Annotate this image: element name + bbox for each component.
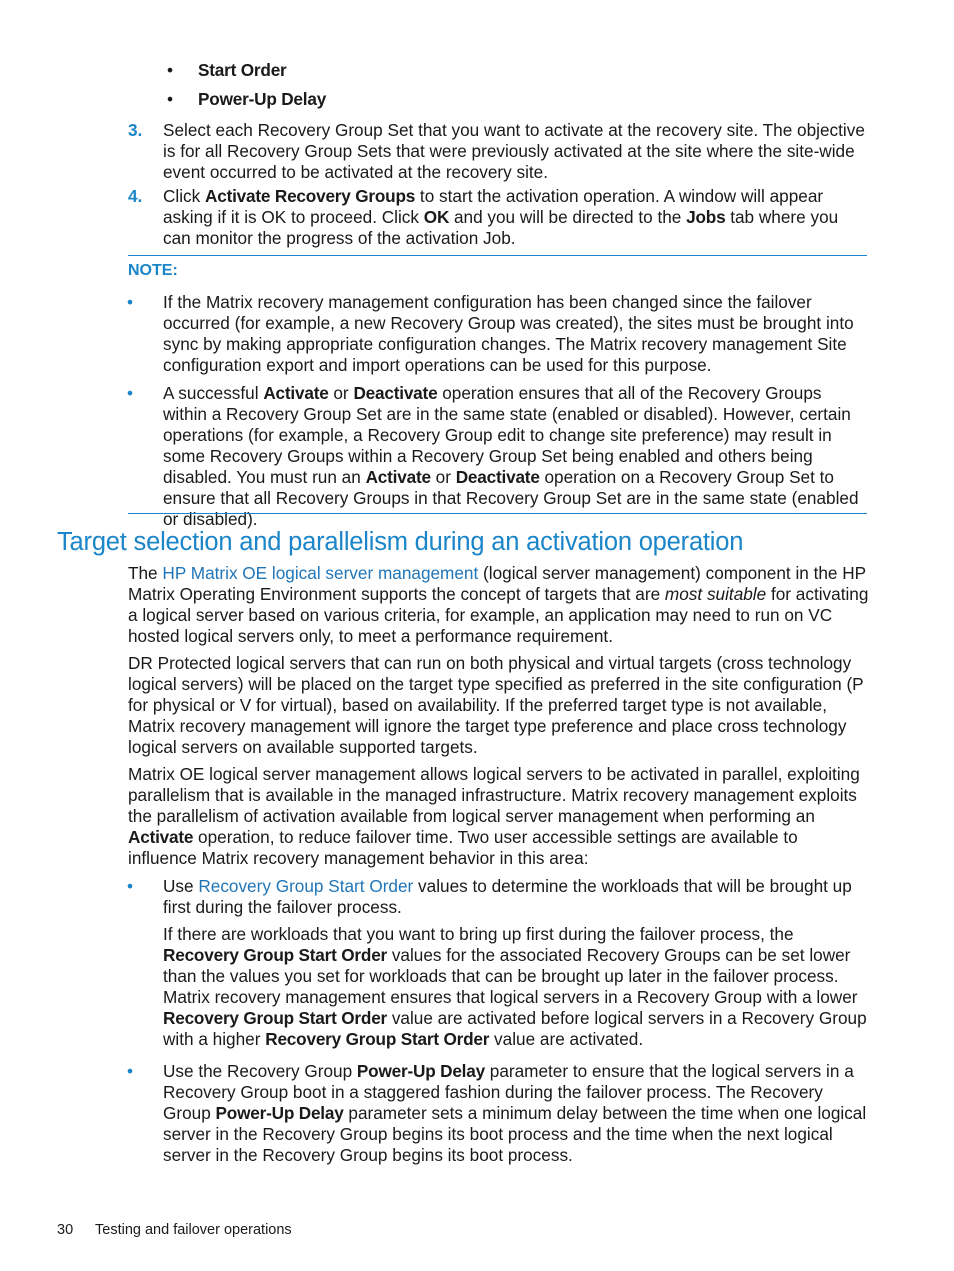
sub-bullet-list <box>163 60 326 118</box>
bullet-icon: • <box>127 383 134 403</box>
paragraph-text: (logical server management) component in the HP Matrix Operating Environment supports the concept of targets that are <box>128 563 866 604</box>
bullet-icon: • <box>127 1061 134 1081</box>
paragraph-2 <box>128 653 870 758</box>
step-number: 3. <box>128 120 143 140</box>
activate-recovery-groups-label: Activate Recovery Groups <box>205 186 416 206</box>
bullet-text: parameter to ensure that the logical servers in a Recovery Group boot in a staggered fashion during the failover process. The Recovery Group <box>163 1061 854 1123</box>
note-bottom-rule <box>128 513 867 514</box>
bullet-text: If there are workloads that you want to bring up first during the failover process, the <box>163 924 794 944</box>
paragraph-text: Matrix OE logical server management allows logical servers to be activated in parallel, exploiting parallelism that is available in the managed infrastructure. Matrix recovery management exploits the parallelism of activation available from logical server management when performing an <box>128 764 860 826</box>
activate-label: Activate <box>128 827 194 847</box>
note-bullet-text: or <box>328 383 354 403</box>
section-bullet-1-detail <box>163 924 869 1050</box>
bullet-icon: • <box>127 876 134 896</box>
chapter-title: Testing and failover operations <box>95 1222 292 1238</box>
sub-bullet-label: Start Order <box>198 60 287 80</box>
bullet-icon: • <box>167 89 174 109</box>
emphasis-text: most suitable <box>664 584 767 604</box>
bullet-text: value are activated. <box>489 1029 644 1049</box>
note-bullet-1 <box>127 292 869 376</box>
deactivate-label: Deactivate <box>353 383 438 403</box>
sub-bullet-item <box>163 89 326 118</box>
note-bullet-text: A successful <box>163 383 264 403</box>
bullet-text: values for the associated Recovery Groups can be set lower than the values you set for workloads that can be brought up later in the failover process. Matrix recovery management ensures that logical servers in a Recovery Group with a lower <box>163 945 858 1007</box>
bullet-icon: • <box>127 292 134 312</box>
step-text: Click <box>163 186 206 206</box>
start-order-label: Recovery Group Start Order <box>265 1029 490 1049</box>
note-heading: NOTE: <box>128 262 178 279</box>
power-up-delay-label: Power-Up Delay <box>215 1103 344 1123</box>
section-heading: Target selection and parallelism during an activation operation <box>57 528 744 556</box>
bullet-text: value are activated before logical servers in a Recovery Group with a higher <box>163 1008 867 1049</box>
activate-label: Activate <box>263 383 329 403</box>
section-bullet-2 <box>127 1061 869 1166</box>
note-bullet-2 <box>127 383 869 530</box>
logical-server-management-link[interactable]: HP Matrix OE logical server management <box>162 563 479 583</box>
page-footer <box>57 1222 292 1238</box>
step-number: 4. <box>128 186 143 206</box>
ok-label: OK <box>423 207 450 227</box>
start-order-label: Recovery Group Start Order <box>163 1008 388 1028</box>
note-bullet-text: If the Matrix recovery management configuration has been changed since the failover occurred (for example, a new Recovery Group was created), the sites must be brought into sync by making appropriate configuration changes. The Matrix recovery management Site configuration export and import operations can be used for this purpose. <box>163 292 854 375</box>
section-bullet-1 <box>127 876 869 918</box>
bullet-text: values to determine the workloads that will be brought up first during the failover process. <box>163 876 852 917</box>
bullet-icon: • <box>167 60 174 80</box>
paragraph-text: DR Protected logical servers that can run on both physical and virtual targets (cross technology logical servers) will be placed on the target type specified as preferred in the site configuration (P for physical or V for virtual), based on availability. If the preferred target type is not available, Matrix recovery management will ignore the target type preference and place cross technology logical servers on available supported targets. <box>128 653 864 757</box>
step-text: to start the activation operation. A window will appear asking if it is OK to proceed. Click <box>163 186 824 227</box>
note-top-rule <box>128 255 867 256</box>
note-bullet-text: operation ensures that all of the Recovery Groups within a Recovery Group Set are in the same state (enabled or disabled). However, certain operations (for example, a Recovery Group edit to change site preference) may result in some Recovery Groups within a Recovery Group Set being enabled and others being disabled. You must run an <box>163 383 851 487</box>
note-bullet-text: or <box>430 467 456 487</box>
paragraph-text: The <box>128 563 163 583</box>
note-bullet-text: operation on a Recovery Group Set to ensure that all Recovery Groups in that Recovery Group Set are in the same state (enabled or disabled). <box>163 467 859 529</box>
start-order-label: Recovery Group Start Order <box>163 945 388 965</box>
paragraph-3 <box>128 764 870 869</box>
paragraph-1 <box>128 563 870 647</box>
bullet-text: parameter sets a minimum delay between the time when one logical server in the Recovery Group begins its boot process and the time when the next logical server in the Recovery Group begins its boot process. <box>163 1103 867 1165</box>
step-4 <box>128 186 868 249</box>
step-text: and you will be directed to the <box>449 207 687 227</box>
page-number: 30 <box>57 1222 74 1238</box>
recovery-group-start-order-link[interactable]: Recovery Group Start Order <box>198 876 414 896</box>
bullet-text: Use <box>163 876 199 896</box>
power-up-delay-label: Power-Up Delay <box>356 1061 485 1081</box>
paragraph-text: for activating a logical server based on various criteria, for example, an application may need to run on VC hosted logical servers only, to meet a performance requirement. <box>128 584 869 646</box>
sub-bullet-item <box>163 60 326 89</box>
deactivate-label: Deactivate <box>455 467 540 487</box>
bullet-text: Use the Recovery Group <box>163 1061 357 1081</box>
paragraph-text: operation, to reduce failover time. Two user accessible settings are available to influence Matrix recovery management behavior in this area: <box>128 827 798 868</box>
step-3 <box>128 120 868 183</box>
sub-bullet-label: Power-Up Delay <box>198 89 327 109</box>
jobs-label: Jobs <box>686 207 726 227</box>
step-text: tab where you can monitor the progress of the activation Job. <box>163 207 839 248</box>
activate-label: Activate <box>365 467 431 487</box>
step-text: Select each Recovery Group Set that you want to activate at the recovery site. The objective is for all Recovery Group Sets that were previously activated at the site where the site-wide event occurred to be activated at the recovery site. <box>163 120 865 182</box>
